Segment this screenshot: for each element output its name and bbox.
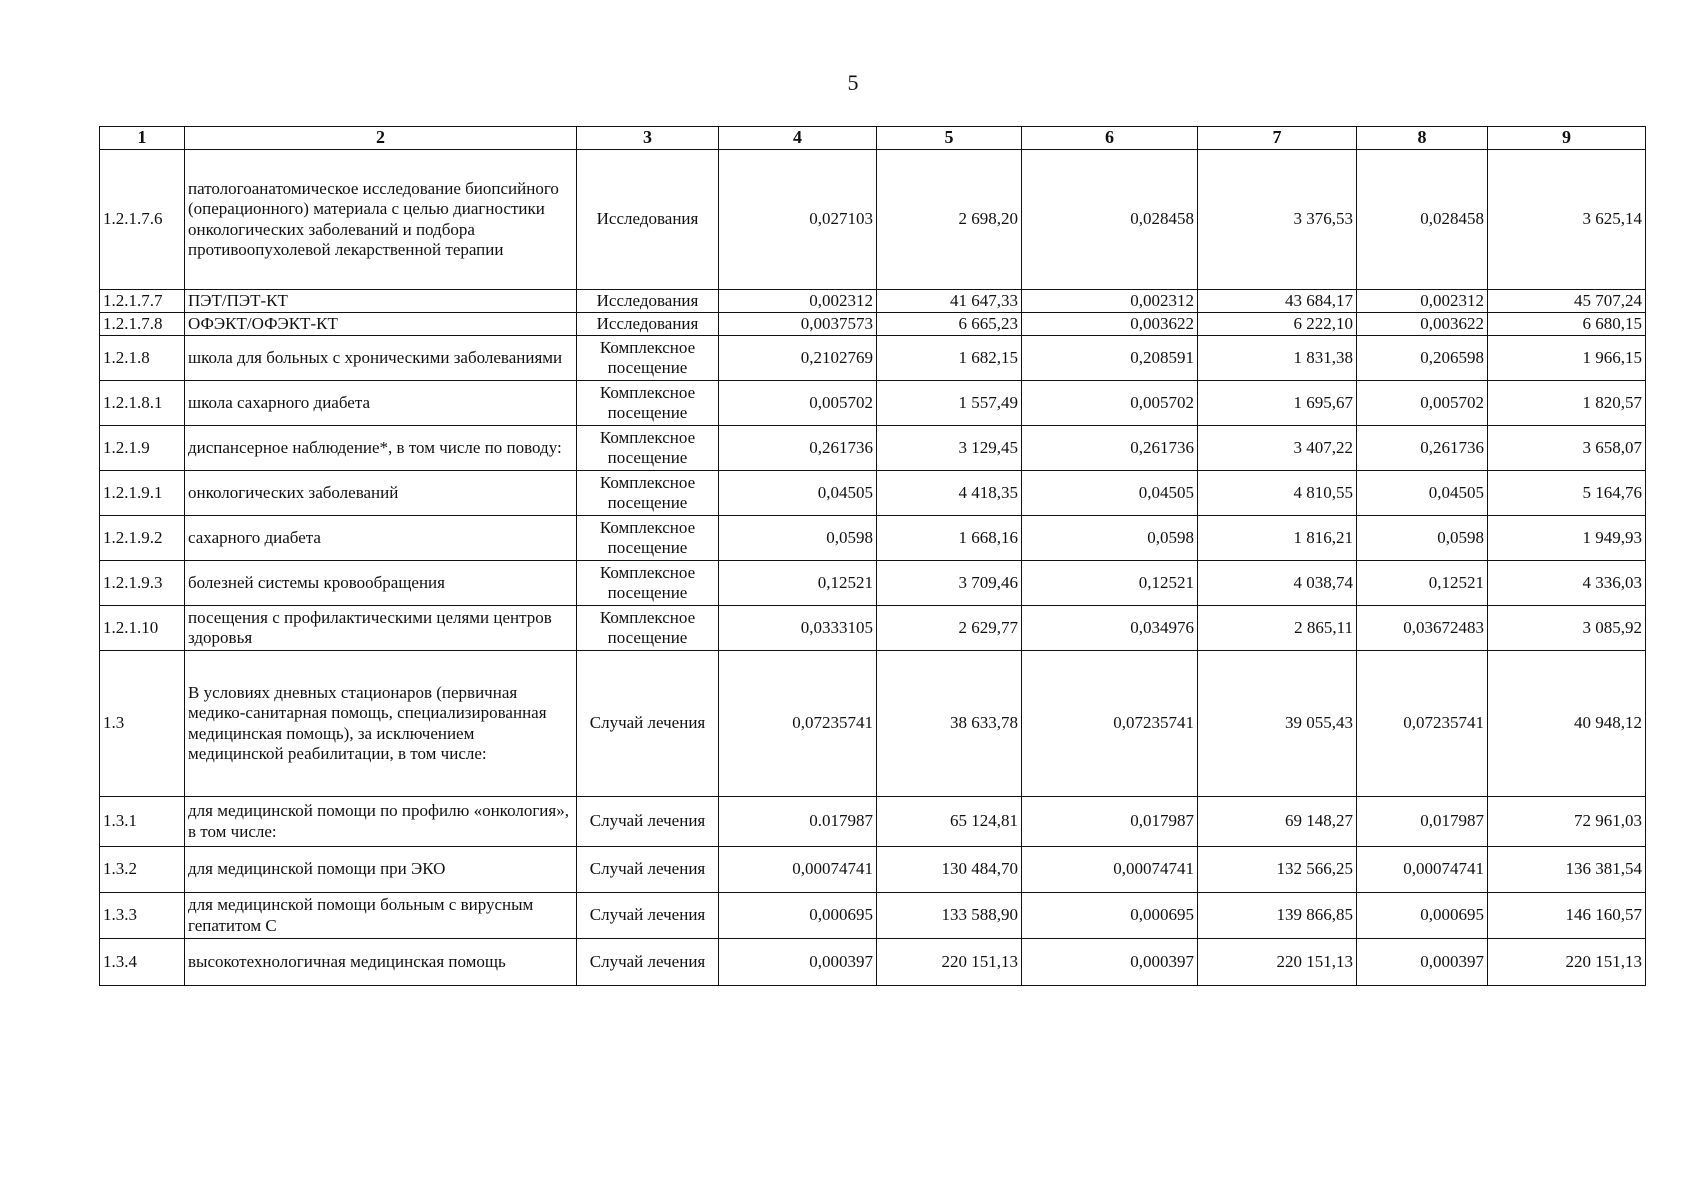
row-value: 40 948,12 [1488,651,1646,797]
row-value: 2 698,20 [877,150,1022,290]
row-value: 0,002312 [1022,290,1198,313]
row-code: 1.2.1.9.3 [100,561,185,606]
row-value: 0,00074741 [1357,847,1488,893]
row-name: ОФЭКТ/ОФЭКТ-КТ [185,313,577,336]
column-header: 2 [185,127,577,150]
row-unit: Случай лечения [577,651,719,797]
row-unit: Исследования [577,150,719,290]
row-value: 0,0598 [719,516,877,561]
row-name: ПЭТ/ПЭТ-КТ [185,290,577,313]
row-value: 3 129,45 [877,426,1022,471]
row-value: 1 966,15 [1488,336,1646,381]
row-value: 0,04505 [1022,471,1198,516]
row-code: 1.3.1 [100,797,185,847]
row-value: 0,017987 [1022,797,1198,847]
row-value: 4 418,35 [877,471,1022,516]
row-value: 0,0037573 [719,313,877,336]
row-value: 0,002312 [1357,290,1488,313]
row-value: 0,03672483 [1357,606,1488,651]
row-value: 0.017987 [719,797,877,847]
row-value: 3 376,53 [1198,150,1357,290]
row-value: 146 160,57 [1488,893,1646,939]
page-number: 5 [847,70,859,95]
row-unit: Комплексное посещение [577,426,719,471]
row-value: 3 625,14 [1488,150,1646,290]
row-code: 1.3.3 [100,893,185,939]
row-value: 3 407,22 [1198,426,1357,471]
row-value: 0,005702 [1357,381,1488,426]
table-row [100,651,1646,797]
row-value: 4 810,55 [1198,471,1357,516]
row-value: 0,027103 [719,150,877,290]
row-value: 0,0598 [1357,516,1488,561]
row-value: 39 055,43 [1198,651,1357,797]
row-unit: Комплексное посещение [577,516,719,561]
row-value: 0,005702 [1022,381,1198,426]
row-value: 139 866,85 [1198,893,1357,939]
column-header: 3 [577,127,719,150]
column-header: 1 [100,127,185,150]
row-value: 0,028458 [1357,150,1488,290]
row-value: 0,000397 [1022,939,1198,986]
table-row [100,471,1646,516]
row-value: 0,07235741 [1357,651,1488,797]
row-value: 6 665,23 [877,313,1022,336]
table-row [100,313,1646,336]
row-code: 1.2.1.7.7 [100,290,185,313]
row-value: 0,028458 [1022,150,1198,290]
row-code: 1.3.2 [100,847,185,893]
row-value: 1 682,15 [877,336,1022,381]
row-value: 3 658,07 [1488,426,1646,471]
row-value: 0,261736 [1022,426,1198,471]
row-value: 4 336,03 [1488,561,1646,606]
row-unit: Случай лечения [577,797,719,847]
row-unit: Комплексное посещение [577,381,719,426]
row-unit: Комплексное посещение [577,336,719,381]
row-value: 1 820,57 [1488,381,1646,426]
row-value: 0,017987 [1357,797,1488,847]
row-value: 6 680,15 [1488,313,1646,336]
row-code: 1.2.1.9.1 [100,471,185,516]
row-value: 0,000695 [1022,893,1198,939]
row-value: 0,000397 [719,939,877,986]
table-row [100,561,1646,606]
row-value: 0,005702 [719,381,877,426]
column-header: 5 [877,127,1022,150]
row-value: 0,12521 [1357,561,1488,606]
row-value: 0,04505 [1357,471,1488,516]
row-code: 1.3.4 [100,939,185,986]
row-value: 0,003622 [1357,313,1488,336]
row-value: 0,0333105 [719,606,877,651]
row-value: 45 707,24 [1488,290,1646,313]
row-value: 0,00074741 [719,847,877,893]
row-value: 38 633,78 [877,651,1022,797]
table-row [100,516,1646,561]
row-value: 1 668,16 [877,516,1022,561]
row-unit: Комплексное посещение [577,561,719,606]
row-value: 65 124,81 [877,797,1022,847]
row-value: 0,208591 [1022,336,1198,381]
column-header: 9 [1488,127,1646,150]
row-value: 0,000695 [719,893,877,939]
row-name: для медицинской помощи по профилю «онкология», в том числе: [185,797,577,847]
row-value: 2 865,11 [1198,606,1357,651]
row-value: 0,0598 [1022,516,1198,561]
table-row [100,150,1646,290]
row-name: диспансерное наблюдение*, в том числе по поводу: [185,426,577,471]
row-value: 0,003622 [1022,313,1198,336]
row-name: патологоанатомическое исследование биопсийного (операционного) материала с целью диагностики онкологических заболеваний и подбора противоопухолевой лекарственной терапии [185,150,577,290]
row-code: 1.2.1.8.1 [100,381,185,426]
row-value: 1 949,93 [1488,516,1646,561]
table-row [100,426,1646,471]
column-header: 8 [1357,127,1488,150]
standards-table [99,126,1646,986]
row-code: 1.2.1.8 [100,336,185,381]
row-value: 41 647,33 [877,290,1022,313]
row-value: 132 566,25 [1198,847,1357,893]
row-value: 0,261736 [719,426,877,471]
header-row [100,127,1646,150]
row-code: 1.2.1.9.2 [100,516,185,561]
row-unit: Исследования [577,313,719,336]
row-value: 0,00074741 [1022,847,1198,893]
row-value: 0,261736 [1357,426,1488,471]
column-header: 4 [719,127,877,150]
row-value: 4 038,74 [1198,561,1357,606]
row-name: высокотехнологичная медицинская помощь [185,939,577,986]
row-name: школа сахарного диабета [185,381,577,426]
table-row [100,847,1646,893]
row-unit: Случай лечения [577,893,719,939]
row-value: 0,07235741 [1022,651,1198,797]
row-unit: Случай лечения [577,939,719,986]
row-value: 0,000397 [1357,939,1488,986]
table-row [100,381,1646,426]
row-value: 133 588,90 [877,893,1022,939]
row-value: 43 684,17 [1198,290,1357,313]
row-value: 136 381,54 [1488,847,1646,893]
row-code: 1.2.1.9 [100,426,185,471]
row-value: 1 816,21 [1198,516,1357,561]
row-name: сахарного диабета [185,516,577,561]
row-value: 0,206598 [1357,336,1488,381]
row-value: 130 484,70 [877,847,1022,893]
row-unit: Комплексное посещение [577,606,719,651]
row-value: 1 695,67 [1198,381,1357,426]
column-header: 7 [1198,127,1357,150]
table-row [100,606,1646,651]
row-code: 1.2.1.7.8 [100,313,185,336]
table-row [100,797,1646,847]
row-value: 0,002312 [719,290,877,313]
row-unit: Случай лечения [577,847,719,893]
row-value: 0,000695 [1357,893,1488,939]
row-code: 1.3 [100,651,185,797]
row-unit: Исследования [577,290,719,313]
row-code: 1.2.1.7.6 [100,150,185,290]
row-value: 0,12521 [1022,561,1198,606]
row-name: В условиях дневных стационаров (первичная медико-санитарная помощь, специализированная медицинская помощь), за исключением медицинской реабилитации, в том числе: [185,651,577,797]
column-header: 6 [1022,127,1198,150]
row-name: онкологических заболеваний [185,471,577,516]
row-value: 1 831,38 [1198,336,1357,381]
row-value: 220 151,13 [877,939,1022,986]
row-value: 69 148,27 [1198,797,1357,847]
row-name: болезней системы кровообращения [185,561,577,606]
table-row [100,336,1646,381]
row-value: 5 164,76 [1488,471,1646,516]
row-value: 220 151,13 [1198,939,1357,986]
row-value: 72 961,03 [1488,797,1646,847]
row-value: 3 085,92 [1488,606,1646,651]
table-row [100,290,1646,313]
row-value: 0,034976 [1022,606,1198,651]
row-value: 3 709,46 [877,561,1022,606]
row-value: 220 151,13 [1488,939,1646,986]
row-value: 1 557,49 [877,381,1022,426]
row-name: школа для больных с хроническими заболеваниями [185,336,577,381]
row-value: 0,2102769 [719,336,877,381]
row-value: 0,12521 [719,561,877,606]
row-value: 6 222,10 [1198,313,1357,336]
row-value: 0,07235741 [719,651,877,797]
row-name: для медицинской помощи при ЭКО [185,847,577,893]
row-unit: Комплексное посещение [577,471,719,516]
row-value: 2 629,77 [877,606,1022,651]
row-name: посещения с профилактическими целями центров здоровья [185,606,577,651]
table-row [100,893,1646,939]
row-value: 0,04505 [719,471,877,516]
row-name: для медицинской помощи больным с вирусным гепатитом С [185,893,577,939]
row-code: 1.2.1.10 [100,606,185,651]
table-row [100,939,1646,986]
